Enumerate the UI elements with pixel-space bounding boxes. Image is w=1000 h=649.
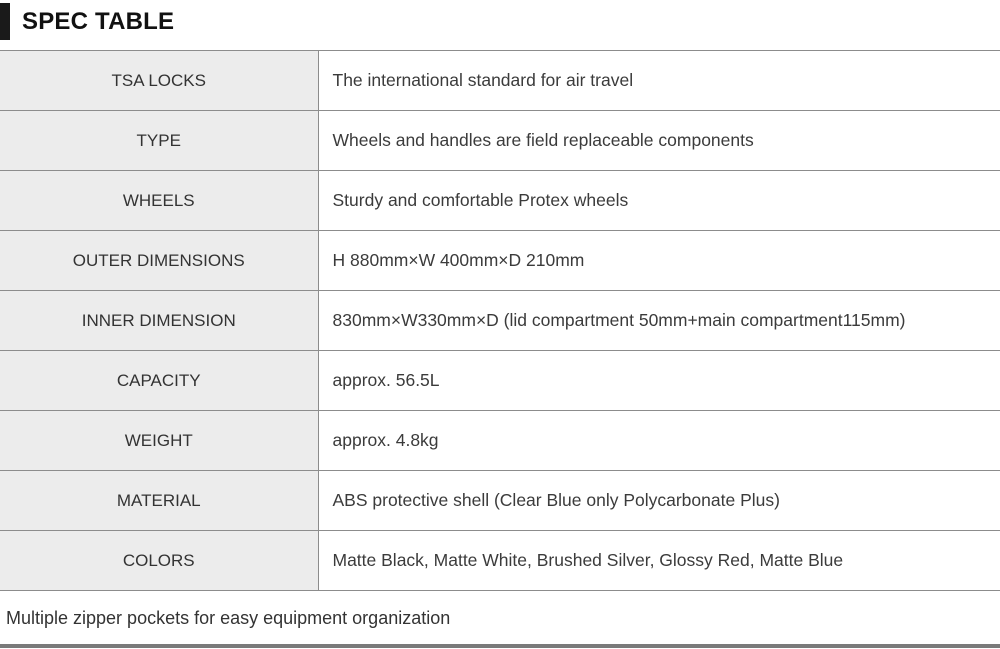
spec-value: 830mm×W330mm×D (lid compartment 50mm+main compartment115mm) — [318, 291, 1000, 351]
spec-label: CAPACITY — [0, 351, 318, 411]
spec-value: Sturdy and comfortable Protex wheels — [318, 171, 1000, 231]
spec-label: COLORS — [0, 531, 318, 591]
spec-label: TYPE — [0, 111, 318, 171]
page-title: SPEC TABLE — [22, 7, 175, 35]
spec-value: Wheels and handles are field replaceable components — [318, 111, 1000, 171]
spec-label: INNER DIMENSION — [0, 291, 318, 351]
spec-label: MATERIAL — [0, 471, 318, 531]
spec-row — [0, 291, 1000, 351]
spec-row — [0, 531, 1000, 591]
spec-label: WHEELS — [0, 171, 318, 231]
spec-table-body — [0, 51, 1000, 591]
spec-value: The international standard for air travel — [318, 51, 1000, 111]
spec-value: ABS protective shell (Clear Blue only Polycarbonate Plus) — [318, 471, 1000, 531]
title-accent-bar — [0, 3, 10, 40]
spec-label: OUTER DIMENSIONS — [0, 231, 318, 291]
footer-note: Multiple zipper pockets for easy equipment organization — [6, 608, 451, 628]
spec-value: approx. 56.5L — [318, 351, 1000, 411]
spec-value: approx. 4.8kg — [318, 411, 1000, 471]
spec-row — [0, 111, 1000, 171]
spec-row — [0, 171, 1000, 231]
spec-value: Matte Black, Matte White, Brushed Silver, Glossy Red, Matte Blue — [318, 531, 1000, 591]
page-header — [0, 3, 1000, 40]
spec-row — [0, 411, 1000, 471]
spec-row — [0, 51, 1000, 111]
spec-label: TSA LOCKS — [0, 51, 318, 111]
spec-value: H 880mm×W 400mm×D 210mm — [318, 231, 1000, 291]
spec-label: WEIGHT — [0, 411, 318, 471]
spec-row — [0, 231, 1000, 291]
spec-row — [0, 351, 1000, 411]
spec-table — [0, 50, 1000, 591]
spec-row — [0, 471, 1000, 531]
bottom-divider-bar — [0, 644, 1000, 648]
